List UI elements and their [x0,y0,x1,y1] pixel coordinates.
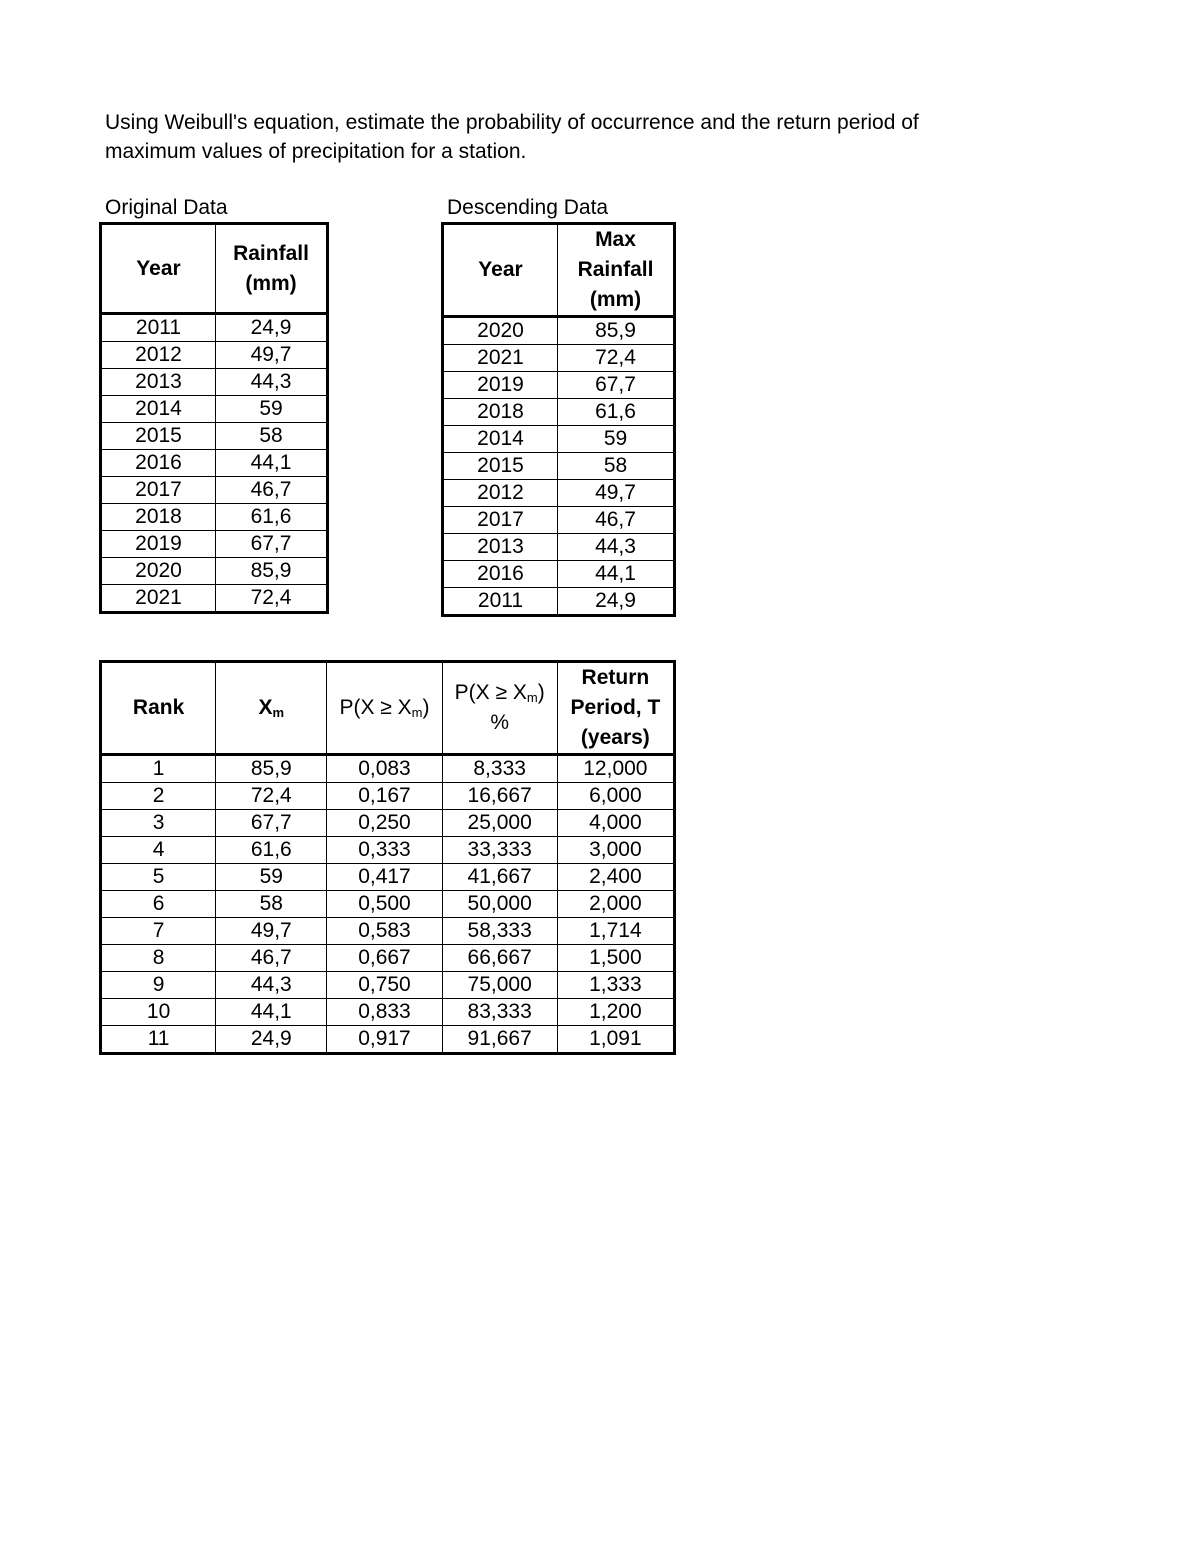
max-rainfall-cell: 46,7 [558,507,675,534]
table-row [101,369,328,396]
rank-cell: 11 [101,1026,216,1054]
rainfall-cell: 59 [216,396,328,423]
year-cell: 2018 [101,504,216,531]
descending-max-rainfall-header-line-3: (mm) [589,288,642,311]
year-cell: 2014 [101,396,216,423]
year-cell: 2011 [443,588,558,616]
rainfall-cell: 72,4 [216,585,328,613]
probability-header-subscript: m [411,705,423,720]
year-cell: 2019 [443,372,558,399]
year-cell: 2020 [443,317,558,345]
max-rainfall-cell: 49,7 [558,480,675,507]
rainfall-cell: 44,3 [216,369,328,396]
probability-percent-header-suffix: ) [537,681,545,704]
rainfall-cell: 49,7 [216,342,328,369]
table-row [101,504,328,531]
rank-cell: 9 [101,972,216,999]
year-cell: 2012 [101,342,216,369]
xm-header-x: X [258,696,273,719]
max-rainfall-cell: 72,4 [558,345,675,372]
year-cell: 2016 [443,561,558,588]
rank-cell: 10 [101,999,216,1026]
table-row [443,507,675,534]
table-row [101,972,675,999]
return-period-cell: 2,000 [557,891,674,918]
rank-cell: 8 [101,945,216,972]
probability-header-suffix: ) [422,696,430,719]
rank-cell: 5 [101,864,216,891]
xm-cell: 67,7 [216,810,327,837]
year-cell: 2011 [101,314,216,342]
max-rainfall-cell: 59 [558,426,675,453]
year-cell: 2020 [101,558,216,585]
xm-cell: 44,3 [216,972,327,999]
rank-cell: 7 [101,918,216,945]
max-rainfall-cell: 44,3 [558,534,675,561]
probability-percent-cell: 75,000 [442,972,557,999]
descending-max-rainfall-header-line-1: Max [595,228,636,251]
original-data-table [99,222,329,614]
return-period-header-line-3: (years) [580,726,650,749]
problem-statement-line-1: Using Weibull's equation, estimate the probability of occurrence and the return period of [105,111,919,134]
year-cell: 2019 [101,531,216,558]
probability-cell: 0,167 [327,783,442,810]
rainfall-cell: 61,6 [216,504,328,531]
original-rainfall-header-line-1: Rainfall [233,241,309,265]
table-row [101,342,328,369]
table-row [101,1026,675,1054]
year-cell: 2013 [443,534,558,561]
probability-percent-cell: 25,000 [442,810,557,837]
probability-cell: 0,333 [327,837,442,864]
probability-percent-header-unit: % [490,711,509,734]
rainfall-cell: 24,9 [216,314,328,342]
return-period-header-line-2: Period, T [570,696,661,719]
original-rainfall-header [216,224,328,314]
xm-header-subscript: m [272,705,285,720]
year-cell: 2013 [101,369,216,396]
rank-cell: 3 [101,810,216,837]
probability-cell: 0,500 [327,891,442,918]
return-period-header-line-1: Return [581,666,650,689]
probability-percent-header-prefix: P(X ≥ X [454,681,527,704]
table-row [443,534,675,561]
year-cell: 2017 [101,477,216,504]
year-cell: 2021 [443,345,558,372]
rank-cell: 2 [101,783,216,810]
rainfall-cell: 58 [216,423,328,450]
table-row [101,558,328,585]
xm-header [216,662,327,755]
rainfall-cell: 85,9 [216,558,328,585]
probability-cell: 0,083 [327,755,442,783]
probability-percent-header [442,662,557,755]
table-row [101,837,675,864]
table-row [443,426,675,453]
descending-max-rainfall-header [558,224,675,317]
table-row [101,864,675,891]
table-row [443,561,675,588]
table-row [443,453,675,480]
probability-percent-cell: 66,667 [442,945,557,972]
rainfall-cell: 46,7 [216,477,328,504]
rainfall-cell: 44,1 [216,450,328,477]
table-row [101,810,675,837]
xm-cell: 44,1 [216,999,327,1026]
descending-data-caption: Descending Data [447,196,609,219]
table-row [443,480,675,507]
xm-cell: 24,9 [216,1026,327,1054]
return-period-cell: 1,500 [557,945,674,972]
xm-cell: 49,7 [216,918,327,945]
probability-cell: 0,250 [327,810,442,837]
rank-cell: 6 [101,891,216,918]
table-row [443,317,675,345]
year-cell: 2017 [443,507,558,534]
year-cell: 2021 [101,585,216,613]
original-rainfall-header-line-2: (mm) [245,271,297,295]
year-cell: 2016 [101,450,216,477]
probability-header [327,662,442,755]
table-row [101,891,675,918]
descending-data-table [441,222,676,617]
probability-percent-cell: 16,667 [442,783,557,810]
probability-cell: 0,833 [327,999,442,1026]
table-row [443,345,675,372]
max-rainfall-cell: 61,6 [558,399,675,426]
return-period-cell: 4,000 [557,810,674,837]
probability-cell: 0,417 [327,864,442,891]
probability-percent-cell: 41,667 [442,864,557,891]
weibull-results-table [99,660,676,1055]
probability-cell: 0,917 [327,1026,442,1054]
table-row [101,999,675,1026]
xm-cell: 61,6 [216,837,327,864]
xm-cell: 85,9 [216,755,327,783]
original-year-header: Year [101,224,216,314]
probability-percent-cell: 91,667 [442,1026,557,1054]
original-data-caption: Original Data [105,196,228,219]
probability-percent-cell: 50,000 [442,891,557,918]
descending-year-header: Year [443,224,558,317]
rank-header: Rank [101,662,216,755]
return-period-cell: 6,000 [557,783,674,810]
rank-cell: 1 [101,755,216,783]
return-period-cell: 12,000 [557,755,674,783]
descending-max-rainfall-header-line-2: Rainfall [577,258,654,281]
rainfall-cell: 67,7 [216,531,328,558]
table-row [101,531,328,558]
return-period-cell: 3,000 [557,837,674,864]
table-row [443,372,675,399]
table-row [443,399,675,426]
year-cell: 2015 [101,423,216,450]
return-period-cell: 1,714 [557,918,674,945]
probability-percent-cell: 33,333 [442,837,557,864]
year-cell: 2015 [443,453,558,480]
probability-percent-header-subscript: m [526,690,538,705]
xm-cell: 72,4 [216,783,327,810]
table-row [101,423,328,450]
table-row [101,783,675,810]
return-period-cell: 1,200 [557,999,674,1026]
table-row [101,585,328,613]
xm-cell: 46,7 [216,945,327,972]
year-cell: 2012 [443,480,558,507]
table-row [443,588,675,616]
problem-statement-line-2: maximum values of precipitation for a station. [105,140,527,163]
return-period-cell: 2,400 [557,864,674,891]
weibull-results-rows [101,755,675,1054]
rank-cell: 4 [101,837,216,864]
table-row [101,314,328,342]
return-period-cell: 1,333 [557,972,674,999]
max-rainfall-cell: 24,9 [558,588,675,616]
max-rainfall-cell: 85,9 [558,317,675,345]
probability-percent-cell: 58,333 [442,918,557,945]
probability-cell: 0,750 [327,972,442,999]
probability-cell: 0,667 [327,945,442,972]
year-cell: 2014 [443,426,558,453]
max-rainfall-cell: 44,1 [558,561,675,588]
return-period-cell: 1,091 [557,1026,674,1054]
return-period-header [557,662,674,755]
problem-statement [105,108,1065,166]
probability-percent-cell: 83,333 [442,999,557,1026]
table-row [101,450,328,477]
table-row [101,396,328,423]
xm-cell: 59 [216,864,327,891]
probability-percent-cell: 8,333 [442,755,557,783]
original-data-rows [101,314,328,613]
table-row [101,477,328,504]
xm-cell: 58 [216,891,327,918]
max-rainfall-cell: 58 [558,453,675,480]
table-row [101,918,675,945]
table-row [101,945,675,972]
probability-header-prefix: P(X ≥ X [339,696,412,719]
table-row [101,755,675,783]
max-rainfall-cell: 67,7 [558,372,675,399]
probability-cell: 0,583 [327,918,442,945]
year-cell: 2018 [443,399,558,426]
descending-data-rows [443,317,675,616]
